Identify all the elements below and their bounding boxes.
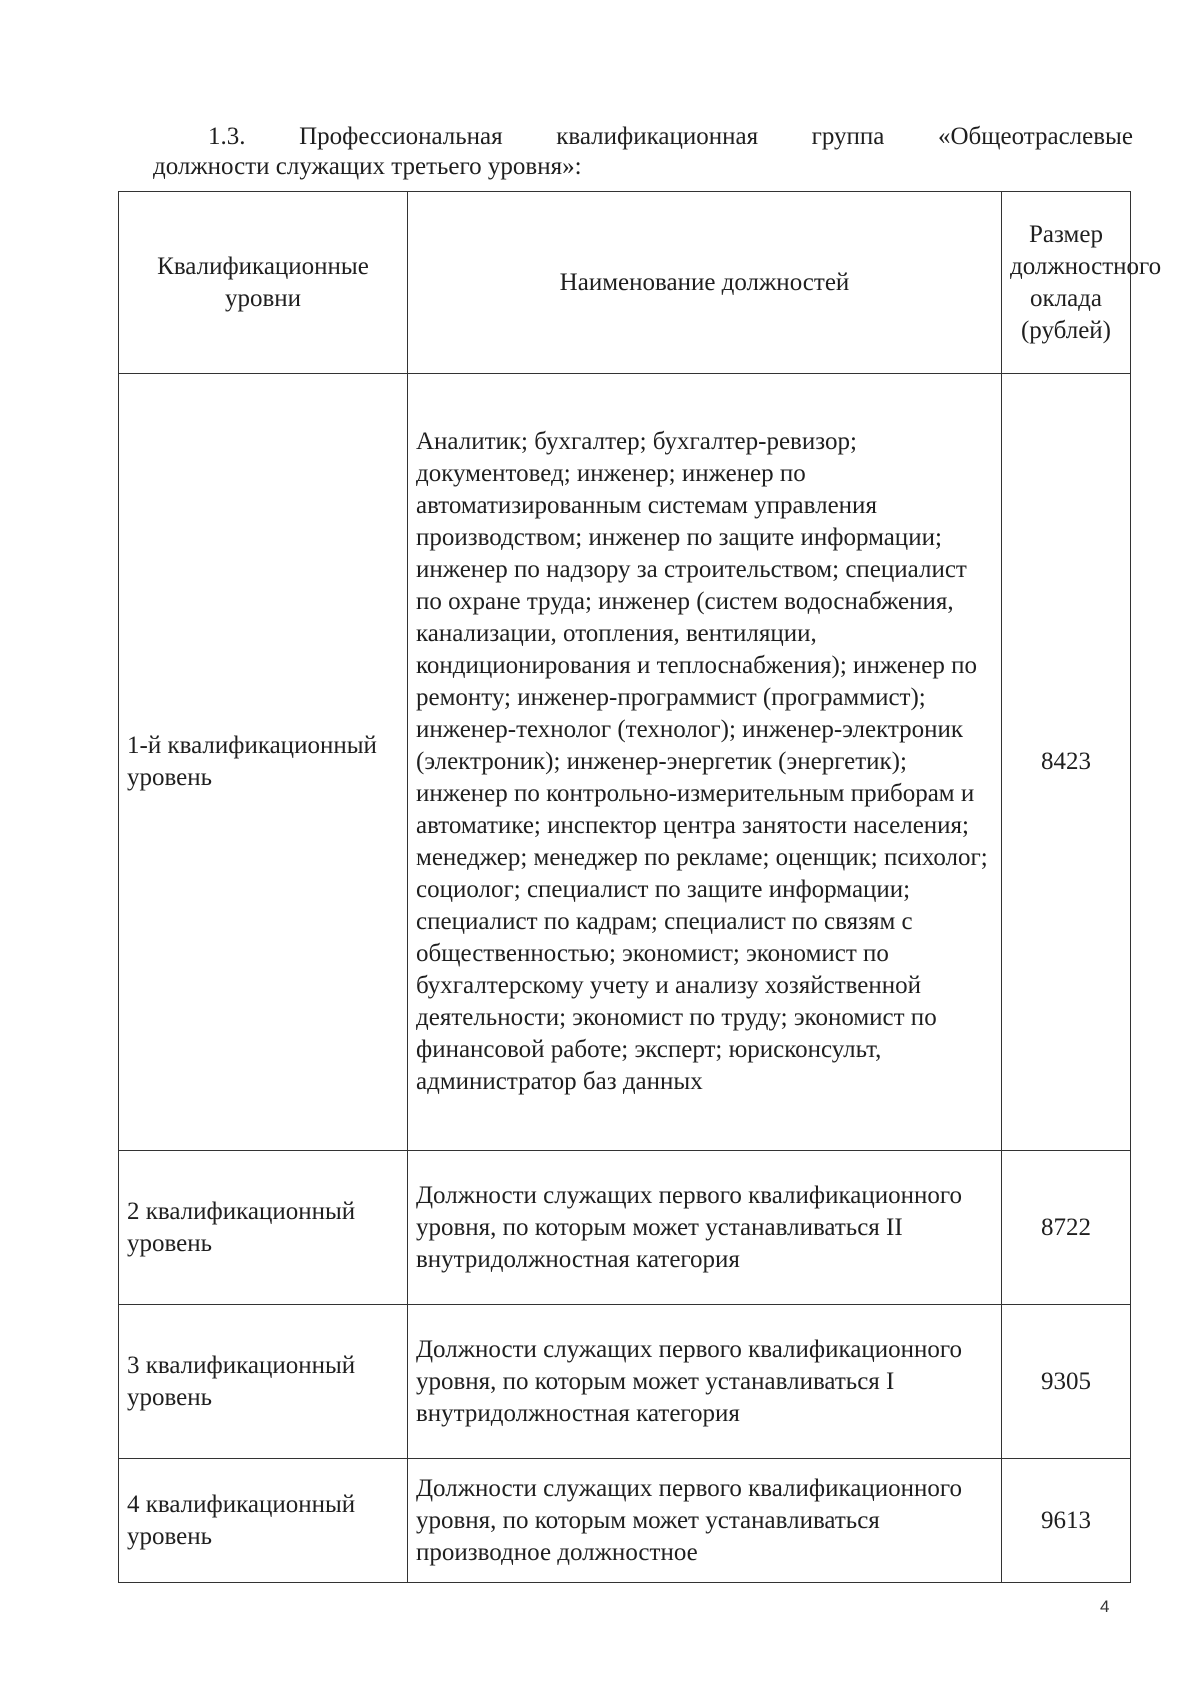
page-number: 4 — [1100, 1597, 1110, 1616]
row-level: 1-й квалификационный уровень — [119, 374, 408, 1151]
heading-word: группа — [811, 123, 885, 150]
heading-line-2: должности служащих третьего уровня»: — [153, 153, 582, 180]
row-positions: Должности служащих первого квалификационного уровня, по которым может устанавливаться производное должностное — [408, 1459, 1002, 1583]
row-level: 2 квалификационный уровень — [119, 1151, 408, 1305]
salary-table — [118, 191, 1162, 1583]
row-level: 4 квалификационный уровень — [119, 1459, 408, 1583]
row-salary: 8722 — [1002, 1151, 1131, 1305]
row-positions: Должности служащих первого квалификационного уровня, по которым может устанавливаться I внутридолжностная категория — [408, 1305, 1002, 1459]
table-row — [119, 1151, 1131, 1305]
heading-word: квалификационная — [556, 123, 759, 150]
heading-word: «Общеотраслевые — [937, 123, 1133, 150]
row-level: 3 квалификационный уровень — [119, 1305, 408, 1459]
heading-word: Профессиональная — [299, 123, 503, 150]
row-salary: 9305 — [1002, 1305, 1131, 1459]
heading-line-1 — [153, 122, 1133, 152]
header-salary: Размер должностного оклада (рублей) — [1002, 192, 1131, 374]
header-level: Квалификационные уровни — [119, 192, 408, 374]
table-header-row — [119, 192, 1131, 374]
row-positions: Аналитик; бухгалтер; бухгалтер-ревизор; документовед; инженер; инженер по автоматизированным системам управления производством; инженер по защите информации; инженер по надзору за строительством; специалист по охране труда; инженер (систем водоснабжения, канализации, отопления, вентиляции, кондиционирования и теплоснабжения); инженер по ремонту; инженер-программист (программист); инженер-технолог (технолог); инженер-электроник (электроник); инженер-энергетик (энергетик); инженер по контрольно-измерительным приборам и автоматике; инспектор центра занятости населения; менеджер; менеджер по рекламе; оценщик; психолог; социолог; специалист по защите информации; специалист по кадрам; специалист по связям с общественностью; экономист; экономист по бухгалтерскому учету и анализу хозяйственной деятельности; экономист по труду; экономист по финансовой работе; эксперт; юрисконсульт, администратор баз данных — [408, 374, 1002, 1151]
row-salary: 8423 — [1002, 374, 1131, 1151]
table-row — [119, 1305, 1131, 1459]
section-heading — [153, 122, 1133, 182]
row-salary: 9613 — [1002, 1459, 1131, 1583]
header-positions: Наименование должностей — [408, 192, 1002, 374]
row-positions: Должности служащих первого квалификационного уровня, по которым может устанавливаться II внутридолжностная категория — [408, 1151, 1002, 1305]
heading-word: 1.3. — [208, 123, 246, 150]
table-row — [119, 374, 1131, 1151]
table-row — [119, 1459, 1131, 1583]
